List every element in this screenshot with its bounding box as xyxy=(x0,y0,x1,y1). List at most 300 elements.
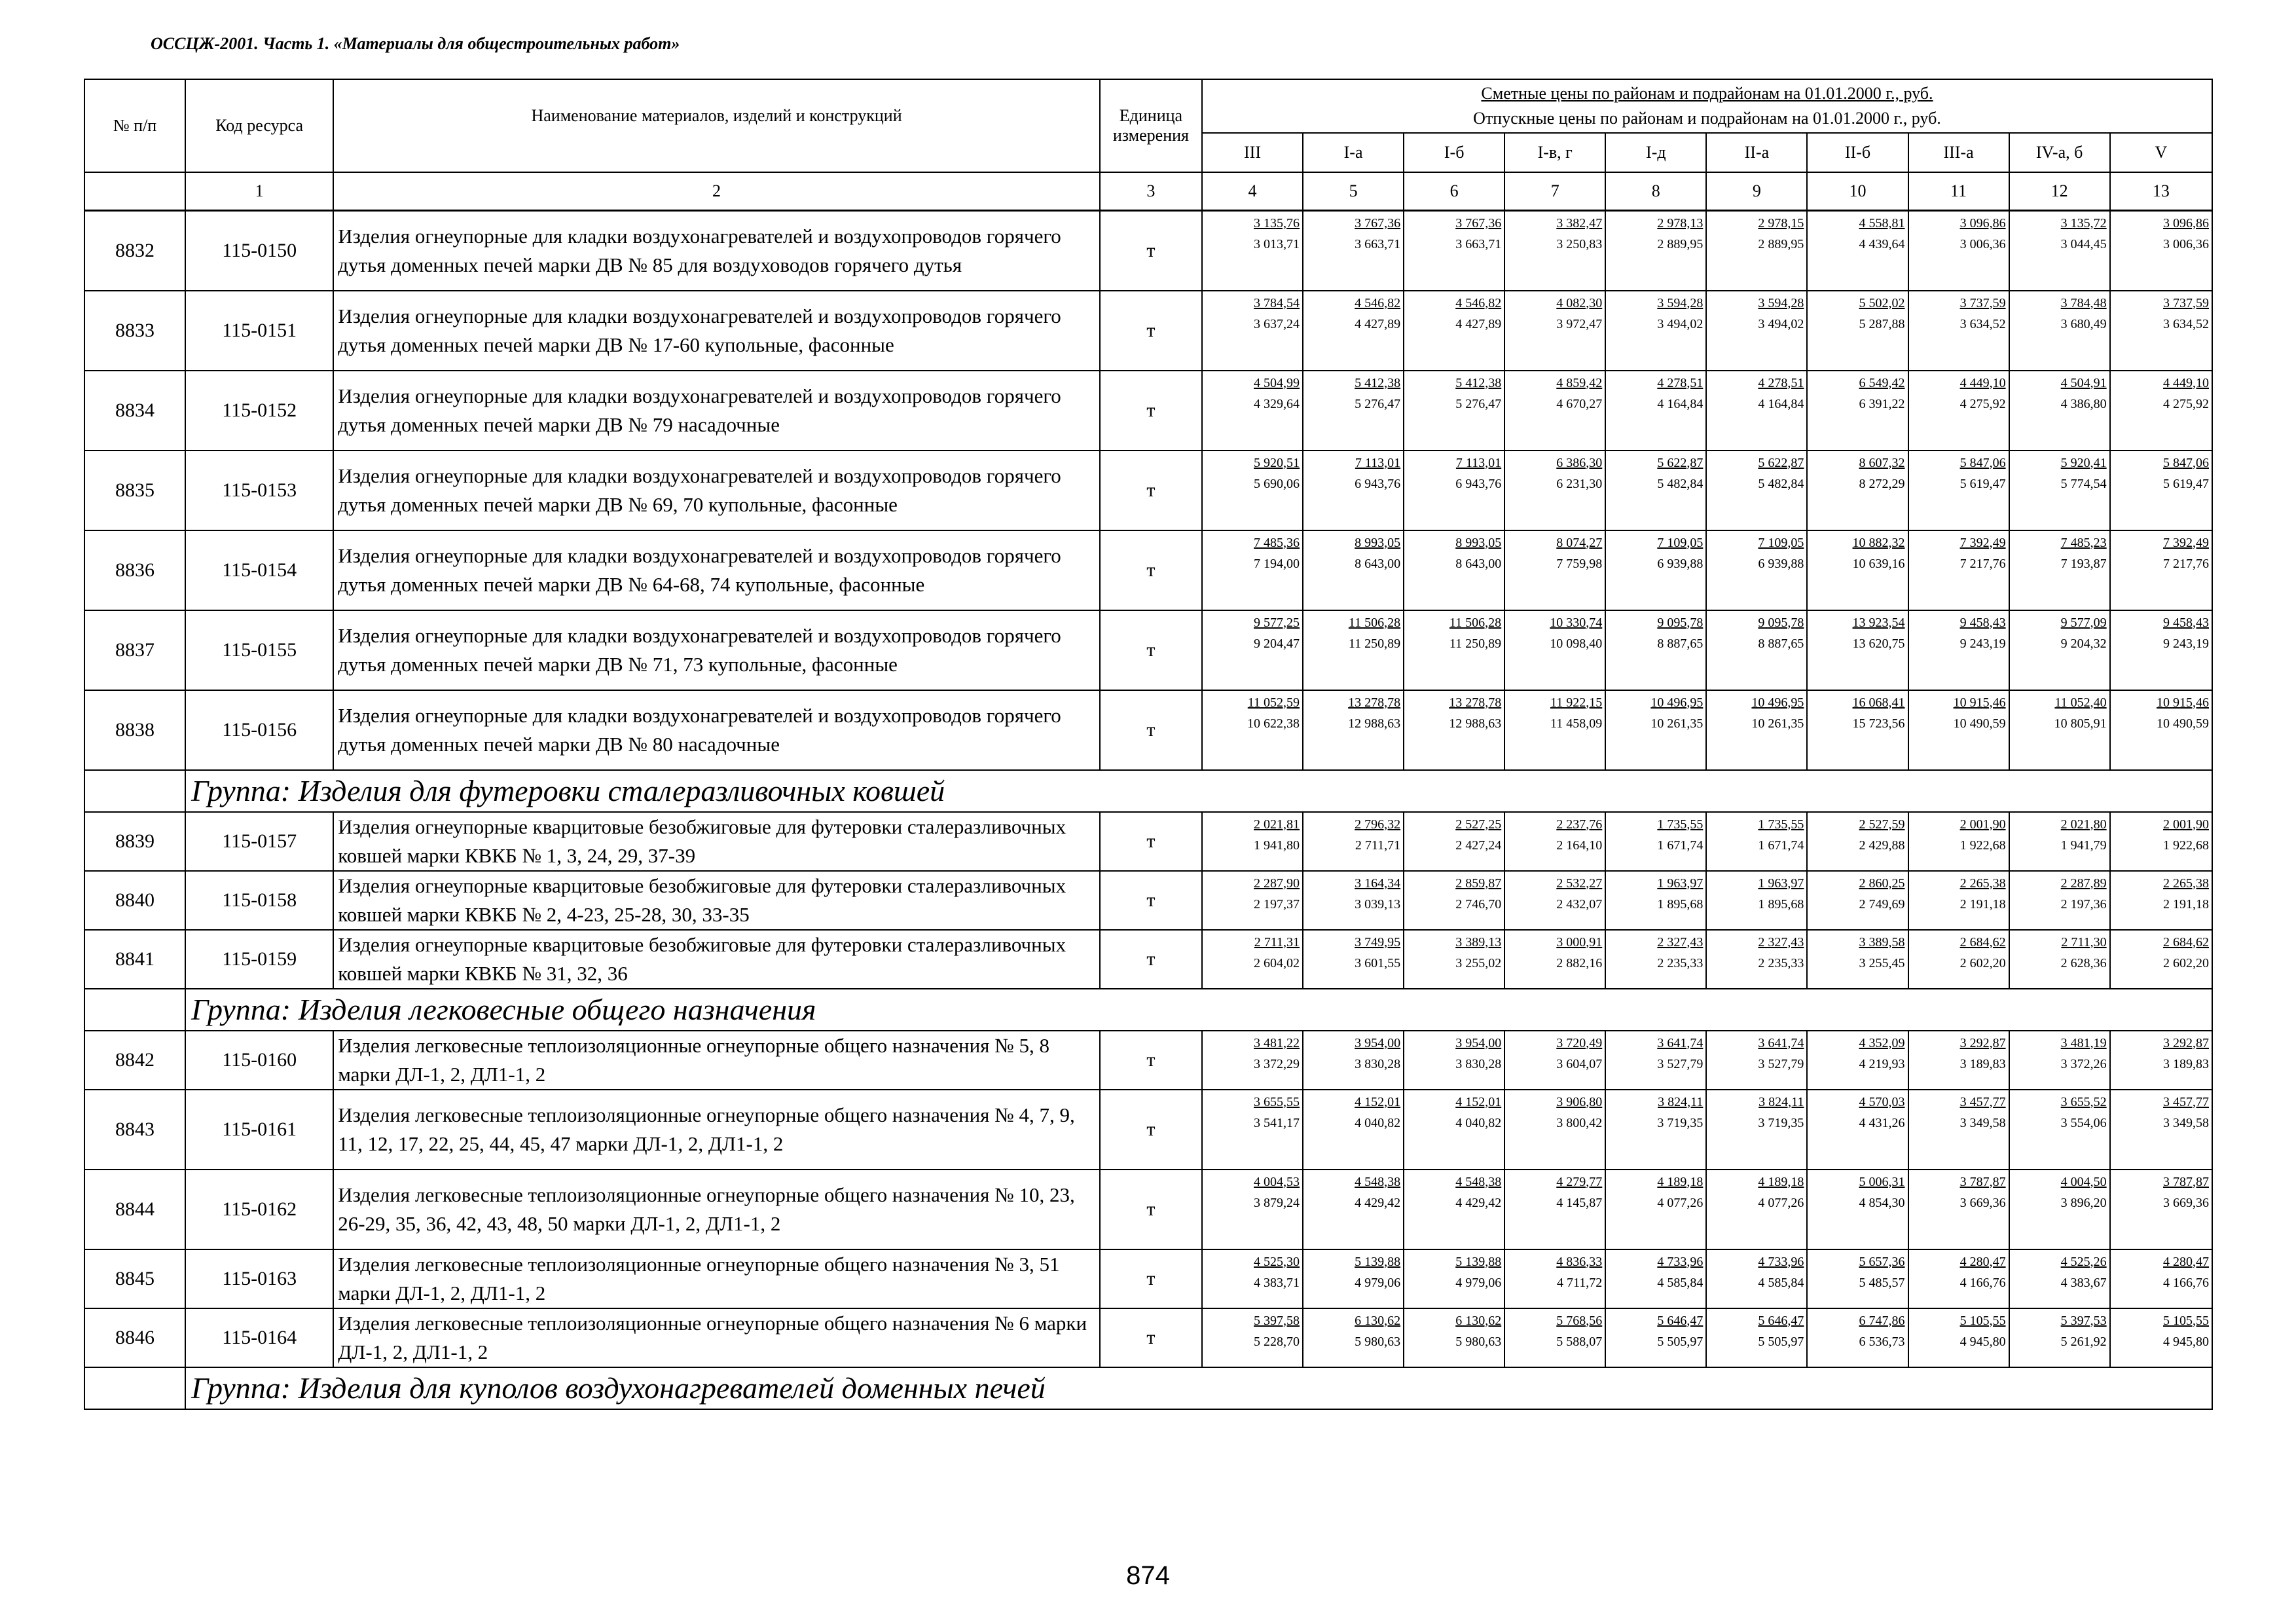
release-price: 4 275,92 xyxy=(2163,396,2209,411)
table-row xyxy=(84,211,2212,291)
price-cell xyxy=(1504,1249,1605,1308)
estimated-price: 3 954,00 xyxy=(1355,1035,1401,1050)
estimated-price: 3 784,54 xyxy=(1254,295,1300,310)
estimated-price: 3 824,11 xyxy=(1658,1094,1704,1109)
column-number: 1 xyxy=(185,172,333,211)
release-price: 3 189,83 xyxy=(2163,1056,2209,1071)
price-cell xyxy=(1706,1090,1807,1170)
price-cell xyxy=(1605,1090,1706,1170)
release-price: 5 980,63 xyxy=(1355,1334,1401,1349)
price-cell xyxy=(1908,1308,2009,1367)
release-price: 2 604,02 xyxy=(1254,955,1300,970)
material-name: Изделия легковесные теплоизоляционные огнеупорные общего назначения № 10, 23, 26-29, 35, 36, 42, 43, 48, 50 марки ДЛ-1, 2, ДЛ1-1, 2 xyxy=(333,1170,1100,1249)
material-name: Изделия огнеупорные для кладки воздухонагревателей и воздухопроводов горячего дутья доменных печей марки ДВ № 64-68, 74 купольные, фасонные xyxy=(333,530,1100,610)
price-cell xyxy=(1303,610,1404,690)
resource-code: 115-0161 xyxy=(185,1090,333,1170)
estimated-price: 3 096,86 xyxy=(1959,216,2006,231)
price-cell xyxy=(2110,1308,2212,1367)
resource-code: 115-0159 xyxy=(185,930,333,989)
release-price: 8 272,29 xyxy=(1859,476,1905,491)
group-spacer xyxy=(84,770,185,812)
release-price: 9 204,32 xyxy=(2060,636,2107,651)
material-name: Изделия легковесные теплоизоляционные огнеупорные общего назначения № 3, 51 марки ДЛ-1, 2, ДЛ1-1, 2 xyxy=(333,1249,1100,1308)
release-price: 4 585,84 xyxy=(1657,1275,1704,1290)
price-cell xyxy=(1605,610,1706,690)
page-number: 874 xyxy=(1126,1561,1170,1590)
estimated-price: 10 496,95 xyxy=(1650,695,1704,710)
release-price: 2 889,95 xyxy=(1657,237,1704,251)
price-cell xyxy=(1807,1031,1908,1090)
price-cell xyxy=(1504,1170,1605,1249)
release-price: 3 494,02 xyxy=(1758,316,1804,331)
estimated-price: 3 641,74 xyxy=(1657,1035,1704,1050)
table-row xyxy=(84,871,2212,930)
estimated-price: 2 796,32 xyxy=(1355,817,1401,832)
estimated-price: 5 502,02 xyxy=(1859,295,1905,310)
price-cell xyxy=(1605,1308,1706,1367)
estimated-price: 2 711,31 xyxy=(1254,934,1300,950)
release-price: 5 505,97 xyxy=(1758,1334,1804,1349)
estimated-price: 9 577,09 xyxy=(2060,615,2107,630)
release-price: 5 485,57 xyxy=(1859,1275,1905,1290)
price-cell xyxy=(1807,1249,1908,1308)
estimated-price: 4 733,96 xyxy=(1758,1254,1804,1269)
estimated-price: 3 594,28 xyxy=(1657,295,1704,310)
estimated-price: 5 920,41 xyxy=(2060,455,2107,470)
region-header: II-а xyxy=(1706,133,1807,172)
column-number: 13 xyxy=(2110,172,2212,211)
estimated-price: 4 504,99 xyxy=(1254,375,1300,390)
resource-code: 115-0150 xyxy=(185,211,333,291)
region-header: I-в, г xyxy=(1504,133,1605,172)
estimated-price: 7 485,23 xyxy=(2060,535,2107,550)
release-price: 3 719,35 xyxy=(1657,1115,1704,1130)
colnum-empty xyxy=(84,172,185,211)
release-price: 10 261,35 xyxy=(1751,716,1804,731)
estimated-price: 3 000,91 xyxy=(1556,934,1603,950)
release-price: 4 979,06 xyxy=(1355,1275,1401,1290)
material-name: Изделия огнеупорные для кладки воздухонагревателей и воздухопроводов горячего дутья доменных печей марки ДВ № 85 для воздуховодов горячего дутья xyxy=(333,211,1100,291)
unit-cell: т xyxy=(1100,211,1202,291)
price-cell xyxy=(1404,451,1504,530)
unit-cell: т xyxy=(1100,530,1202,610)
estimated-price: 10 330,74 xyxy=(1550,615,1603,630)
price-cell xyxy=(1706,211,1807,291)
estimated-price: 7 113,01 xyxy=(1355,455,1401,470)
release-price: 4 166,76 xyxy=(2163,1275,2209,1290)
estimated-price: 6 130,62 xyxy=(1455,1313,1502,1328)
release-price: 15 723,56 xyxy=(1852,716,1905,731)
price-cell xyxy=(1807,610,1908,690)
estimated-price: 2 021,80 xyxy=(2060,817,2107,832)
price-cell xyxy=(1504,871,1605,930)
release-price: 9 204,47 xyxy=(1254,636,1300,651)
release-price: 6 391,22 xyxy=(1859,396,1905,411)
release-price: 5 619,47 xyxy=(2163,476,2209,491)
material-name: Изделия огнеупорные кварцитовые безобжиговые для футеровки сталеразливочных ковшей марки КВКБ № 31, 32, 36 xyxy=(333,930,1100,989)
col-header-name: Наименование материалов, изделий и конструкций xyxy=(333,79,1100,172)
estimated-price: 11 052,59 xyxy=(1247,695,1300,710)
price-cell xyxy=(1807,1170,1908,1249)
estimated-price: 10 882,32 xyxy=(1852,535,1905,550)
price-cell xyxy=(1807,930,1908,989)
price-cell xyxy=(2009,871,2110,930)
unit-cell: т xyxy=(1100,812,1202,871)
resource-code: 115-0152 xyxy=(185,371,333,451)
release-price: 10 490,59 xyxy=(2157,716,2209,731)
estimated-price: 5 622,87 xyxy=(1657,455,1704,470)
row-number: 8839 xyxy=(84,812,185,871)
release-price: 2 235,33 xyxy=(1758,955,1804,970)
price-cell xyxy=(2009,690,2110,770)
price-cell xyxy=(1404,1090,1504,1170)
unit-cell: т xyxy=(1100,930,1202,989)
release-price: 3 255,45 xyxy=(1859,955,1905,970)
release-price: 8 887,65 xyxy=(1758,636,1804,651)
price-cell xyxy=(1404,211,1504,291)
region-header: IV-а, б xyxy=(2009,133,2110,172)
price-cell xyxy=(2009,1249,2110,1308)
price-cell xyxy=(1504,1031,1605,1090)
release-price: 3 830,28 xyxy=(1455,1056,1502,1071)
release-price: 3 663,71 xyxy=(1455,237,1502,251)
release-price: 2 882,16 xyxy=(1556,955,1603,970)
estimated-price: 8 993,05 xyxy=(1355,535,1401,550)
group-row xyxy=(84,770,2212,812)
release-price: 2 427,24 xyxy=(1455,838,1502,853)
price-cell xyxy=(1202,610,1303,690)
estimated-price: 2 237,76 xyxy=(1556,817,1603,832)
price-cell xyxy=(1605,371,1706,451)
estimated-price: 13 278,78 xyxy=(1348,695,1401,710)
release-price: 5 261,92 xyxy=(2060,1334,2107,1349)
release-price: 3 634,52 xyxy=(2163,316,2209,331)
region-header: II-б xyxy=(1807,133,1908,172)
price-cell xyxy=(1706,812,1807,871)
price-cell xyxy=(1605,690,1706,770)
resource-code: 115-0151 xyxy=(185,291,333,371)
estimated-price: 4 279,77 xyxy=(1556,1174,1603,1189)
row-number: 8840 xyxy=(84,871,185,930)
row-number: 8834 xyxy=(84,371,185,451)
estimated-price: 2 978,13 xyxy=(1657,216,1704,231)
resource-code: 115-0155 xyxy=(185,610,333,690)
price-cell xyxy=(2009,812,2110,871)
material-name: Изделия огнеупорные для кладки воздухонагревателей и воздухопроводов горячего дутья доменных печей марки ДВ № 79 насадочные xyxy=(333,371,1100,451)
material-name: Изделия легковесные теплоизоляционные огнеупорные общего назначения № 4, 7, 9, 11, 12, 17, 22, 25, 44, 45, 47 марки ДЛ-1, 2, ДЛ1-1, 2 xyxy=(333,1090,1100,1170)
column-number: 5 xyxy=(1303,172,1404,211)
estimated-price: 3 824,11 xyxy=(1758,1094,1804,1109)
release-price: 5 228,70 xyxy=(1254,1334,1300,1349)
material-name: Изделия легковесные теплоизоляционные огнеупорные общего назначения № 5, 8 марки ДЛ-1, 2, ДЛ1-1, 2 xyxy=(333,1031,1100,1090)
price-cell xyxy=(1807,1090,1908,1170)
price-cell xyxy=(2110,211,2212,291)
release-price: 11 250,89 xyxy=(1449,636,1502,651)
release-price: 3 830,28 xyxy=(1355,1056,1401,1071)
release-price: 3 800,42 xyxy=(1556,1115,1603,1130)
prices-title-estimated: Сметные цены по районам и подрайонам на 01.01.2000 г., руб. xyxy=(1481,84,1933,103)
release-price: 2 429,88 xyxy=(1859,838,1905,853)
unit-cell: т xyxy=(1100,871,1202,930)
resource-code: 115-0162 xyxy=(185,1170,333,1249)
estimated-price: 3 389,13 xyxy=(1455,934,1502,950)
estimated-price: 8 607,32 xyxy=(1859,455,1905,470)
estimated-price: 4 558,81 xyxy=(1859,216,1905,231)
price-cell xyxy=(1202,211,1303,291)
price-cell xyxy=(2110,930,2212,989)
estimated-price: 4 525,26 xyxy=(2060,1254,2107,1269)
estimated-price: 7 485,36 xyxy=(1254,535,1300,550)
price-cell xyxy=(1908,1170,2009,1249)
price-cell xyxy=(2110,610,2212,690)
release-price: 4 383,71 xyxy=(1254,1275,1300,1290)
release-price: 5 588,07 xyxy=(1556,1334,1603,1349)
release-price: 5 276,47 xyxy=(1355,396,1401,411)
estimated-price: 7 113,01 xyxy=(1455,455,1502,470)
release-price: 2 749,69 xyxy=(1859,896,1905,912)
estimated-price: 2 684,62 xyxy=(1959,934,2006,950)
price-cell xyxy=(2009,371,2110,451)
price-cell xyxy=(1504,930,1605,989)
estimated-price: 4 548,38 xyxy=(1455,1174,1502,1189)
price-cell xyxy=(1908,211,2009,291)
estimated-price: 4 280,47 xyxy=(2163,1254,2209,1269)
price-cell xyxy=(1908,451,2009,530)
table-row xyxy=(84,530,2212,610)
release-price: 5 980,63 xyxy=(1455,1334,1502,1349)
estimated-price: 3 135,76 xyxy=(1254,216,1300,231)
unit-cell: т xyxy=(1100,451,1202,530)
release-price: 5 505,97 xyxy=(1657,1334,1704,1349)
price-cell xyxy=(1404,812,1504,871)
estimated-price: 6 386,30 xyxy=(1556,455,1603,470)
price-cell xyxy=(2009,930,2110,989)
release-price: 4 439,64 xyxy=(1859,237,1905,251)
unit-cell: т xyxy=(1100,1249,1202,1308)
release-price: 12 988,63 xyxy=(1348,716,1401,731)
release-price: 10 490,59 xyxy=(1953,716,2006,731)
estimated-price: 3 382,47 xyxy=(1556,216,1603,231)
price-cell xyxy=(2009,610,2110,690)
price-cell xyxy=(1605,1031,1706,1090)
row-number: 8844 xyxy=(84,1170,185,1249)
release-price: 5 276,47 xyxy=(1455,396,1502,411)
estimated-price: 4 859,42 xyxy=(1556,375,1603,390)
resource-code: 115-0154 xyxy=(185,530,333,610)
estimated-price: 4 082,30 xyxy=(1556,295,1603,310)
release-price: 1 895,68 xyxy=(1657,896,1704,912)
price-cell xyxy=(1807,211,1908,291)
estimated-price: 3 481,19 xyxy=(2060,1035,2107,1050)
release-price: 12 988,63 xyxy=(1449,716,1502,731)
release-price: 1 922,68 xyxy=(2163,838,2209,853)
estimated-price: 6 747,86 xyxy=(1859,1313,1905,1328)
release-price: 1 895,68 xyxy=(1758,896,1804,912)
col-header-prices xyxy=(1202,79,2212,133)
price-cell xyxy=(1303,530,1404,610)
estimated-price: 5 920,51 xyxy=(1254,455,1300,470)
group-spacer xyxy=(84,1367,185,1409)
price-cell xyxy=(1303,1031,1404,1090)
row-number: 8835 xyxy=(84,451,185,530)
release-price: 4 164,84 xyxy=(1657,396,1704,411)
price-cell xyxy=(1202,451,1303,530)
release-price: 10 261,35 xyxy=(1650,716,1704,731)
release-price: 5 482,84 xyxy=(1657,476,1704,491)
price-cell xyxy=(1706,1031,1807,1090)
unit-cell: т xyxy=(1100,371,1202,451)
release-price: 4 275,92 xyxy=(1959,396,2006,411)
release-price: 11 250,89 xyxy=(1348,636,1401,651)
release-price: 4 429,42 xyxy=(1455,1195,1502,1210)
region-header: V xyxy=(2110,133,2212,172)
estimated-price: 5 105,55 xyxy=(1959,1313,2006,1328)
estimated-price: 2 327,43 xyxy=(1758,934,1804,950)
release-price: 6 943,76 xyxy=(1355,476,1401,491)
estimated-price: 4 004,53 xyxy=(1254,1174,1300,1189)
release-price: 4 427,89 xyxy=(1455,316,1502,331)
header-row-column-numbers xyxy=(84,172,2212,211)
price-cell xyxy=(2009,1090,2110,1170)
release-price: 3 372,26 xyxy=(2060,1056,2107,1071)
estimated-price: 4 278,51 xyxy=(1657,375,1704,390)
table-body xyxy=(84,211,2212,1409)
release-price: 3 006,36 xyxy=(1959,237,2006,251)
release-price: 4 431,26 xyxy=(1859,1115,1905,1130)
price-cell xyxy=(1303,690,1404,770)
table-row xyxy=(84,371,2212,451)
release-price: 5 774,54 xyxy=(2060,476,2107,491)
release-price: 2 432,07 xyxy=(1556,896,1603,912)
release-price: 2 711,71 xyxy=(1355,838,1401,853)
unit-cell: т xyxy=(1100,1090,1202,1170)
release-price: 3 663,71 xyxy=(1355,237,1401,251)
estimated-price: 4 352,09 xyxy=(1859,1035,1905,1050)
price-cell xyxy=(1706,530,1807,610)
price-cell xyxy=(1807,812,1908,871)
material-name: Изделия огнеупорные для кладки воздухонагревателей и воздухопроводов горячего дутья доменных печей марки ДВ № 71, 73 купольные, фасонные xyxy=(333,610,1100,690)
estimated-price: 3 164,34 xyxy=(1355,876,1401,891)
estimated-price: 6 549,42 xyxy=(1859,375,1905,390)
price-cell xyxy=(1202,871,1303,930)
estimated-price: 4 504,91 xyxy=(2060,375,2107,390)
price-cell xyxy=(1404,1031,1504,1090)
estimated-price: 13 923,54 xyxy=(1852,615,1905,630)
estimated-price: 10 915,46 xyxy=(2157,695,2209,710)
release-price: 3 669,36 xyxy=(1959,1195,2006,1210)
price-cell xyxy=(1908,291,2009,371)
price-cell xyxy=(1605,291,1706,371)
price-cell xyxy=(1605,1170,1706,1249)
release-price: 5 619,47 xyxy=(1959,476,2006,491)
estimated-price: 5 646,47 xyxy=(1758,1313,1804,1328)
estimated-price: 7 392,49 xyxy=(2163,535,2209,550)
price-cell xyxy=(1605,812,1706,871)
estimated-price: 5 397,53 xyxy=(2060,1313,2107,1328)
price-cell xyxy=(1202,1090,1303,1170)
table-row xyxy=(84,1170,2212,1249)
release-price: 3 554,06 xyxy=(2060,1115,2107,1130)
estimated-price: 4 546,82 xyxy=(1455,295,1502,310)
estimated-price: 3 594,28 xyxy=(1758,295,1804,310)
release-price: 3 634,52 xyxy=(1959,316,2006,331)
estimated-price: 9 577,25 xyxy=(1254,615,1300,630)
row-number: 8832 xyxy=(84,211,185,291)
row-number: 8837 xyxy=(84,610,185,690)
release-price: 3 189,83 xyxy=(1959,1056,2006,1071)
price-cell xyxy=(1303,211,1404,291)
release-price: 4 145,87 xyxy=(1556,1195,1603,1210)
estimated-price: 5 622,87 xyxy=(1758,455,1804,470)
estimated-price: 3 481,22 xyxy=(1254,1035,1300,1050)
release-price: 2 602,20 xyxy=(2163,955,2209,970)
estimated-price: 3 655,55 xyxy=(1254,1094,1300,1109)
row-number: 8841 xyxy=(84,930,185,989)
price-cell xyxy=(1605,1249,1706,1308)
price-cell xyxy=(1807,1308,1908,1367)
price-cell xyxy=(2110,530,2212,610)
estimated-price: 3 720,49 xyxy=(1556,1035,1603,1050)
estimated-price: 1 735,55 xyxy=(1657,817,1704,832)
price-cell xyxy=(2009,211,2110,291)
estimated-price: 2 860,25 xyxy=(1859,876,1905,891)
estimated-price: 7 392,49 xyxy=(1959,535,2006,550)
region-header: I-д xyxy=(1605,133,1706,172)
price-cell xyxy=(1303,1090,1404,1170)
table-row xyxy=(84,291,2212,371)
price-cell xyxy=(2110,371,2212,451)
release-price: 3 349,58 xyxy=(1959,1115,2006,1130)
row-number: 8845 xyxy=(84,1249,185,1308)
release-price: 3 372,29 xyxy=(1254,1056,1300,1071)
release-price: 4 077,26 xyxy=(1758,1195,1804,1210)
column-number: 9 xyxy=(1706,172,1807,211)
release-price: 7 217,76 xyxy=(1959,556,2006,571)
estimated-price: 3 655,52 xyxy=(2060,1094,2107,1109)
release-price: 10 639,16 xyxy=(1852,556,1905,571)
group-row xyxy=(84,989,2212,1031)
price-cell xyxy=(1706,451,1807,530)
estimated-price: 4 836,33 xyxy=(1556,1254,1603,1269)
release-price: 10 098,40 xyxy=(1550,636,1603,651)
release-price: 8 643,00 xyxy=(1355,556,1401,571)
price-cell xyxy=(1504,371,1605,451)
estimated-price: 7 109,05 xyxy=(1657,535,1704,550)
col-header-num: № п/п xyxy=(84,79,185,172)
release-price: 3 039,13 xyxy=(1355,896,1401,912)
estimated-price: 7 109,05 xyxy=(1758,535,1804,550)
price-cell xyxy=(2110,1031,2212,1090)
estimated-price: 1 963,97 xyxy=(1657,876,1704,891)
material-name: Изделия огнеупорные для кладки воздухонагревателей и воздухопроводов горячего дутья доменных печей марки ДВ № 17-60 купольные, фасонные xyxy=(333,291,1100,371)
price-cell xyxy=(1706,1249,1807,1308)
estimated-price: 5 412,38 xyxy=(1455,375,1502,390)
price-cell xyxy=(1404,371,1504,451)
price-cell xyxy=(2009,530,2110,610)
price-cell xyxy=(1504,451,1605,530)
estimated-price: 2 287,90 xyxy=(1254,876,1300,891)
column-number: 3 xyxy=(1100,172,1202,211)
estimated-price: 3 767,36 xyxy=(1455,216,1502,231)
col-header-code: Код ресурса xyxy=(185,79,333,172)
estimated-price: 10 496,95 xyxy=(1751,695,1804,710)
estimated-price: 4 189,18 xyxy=(1657,1174,1704,1189)
price-cell xyxy=(1404,1170,1504,1249)
price-cell xyxy=(1202,371,1303,451)
row-number: 8838 xyxy=(84,690,185,770)
price-cell xyxy=(1908,930,2009,989)
group-title: Группа: Изделия для футеровки сталеразливочных ковшей xyxy=(185,770,2212,812)
